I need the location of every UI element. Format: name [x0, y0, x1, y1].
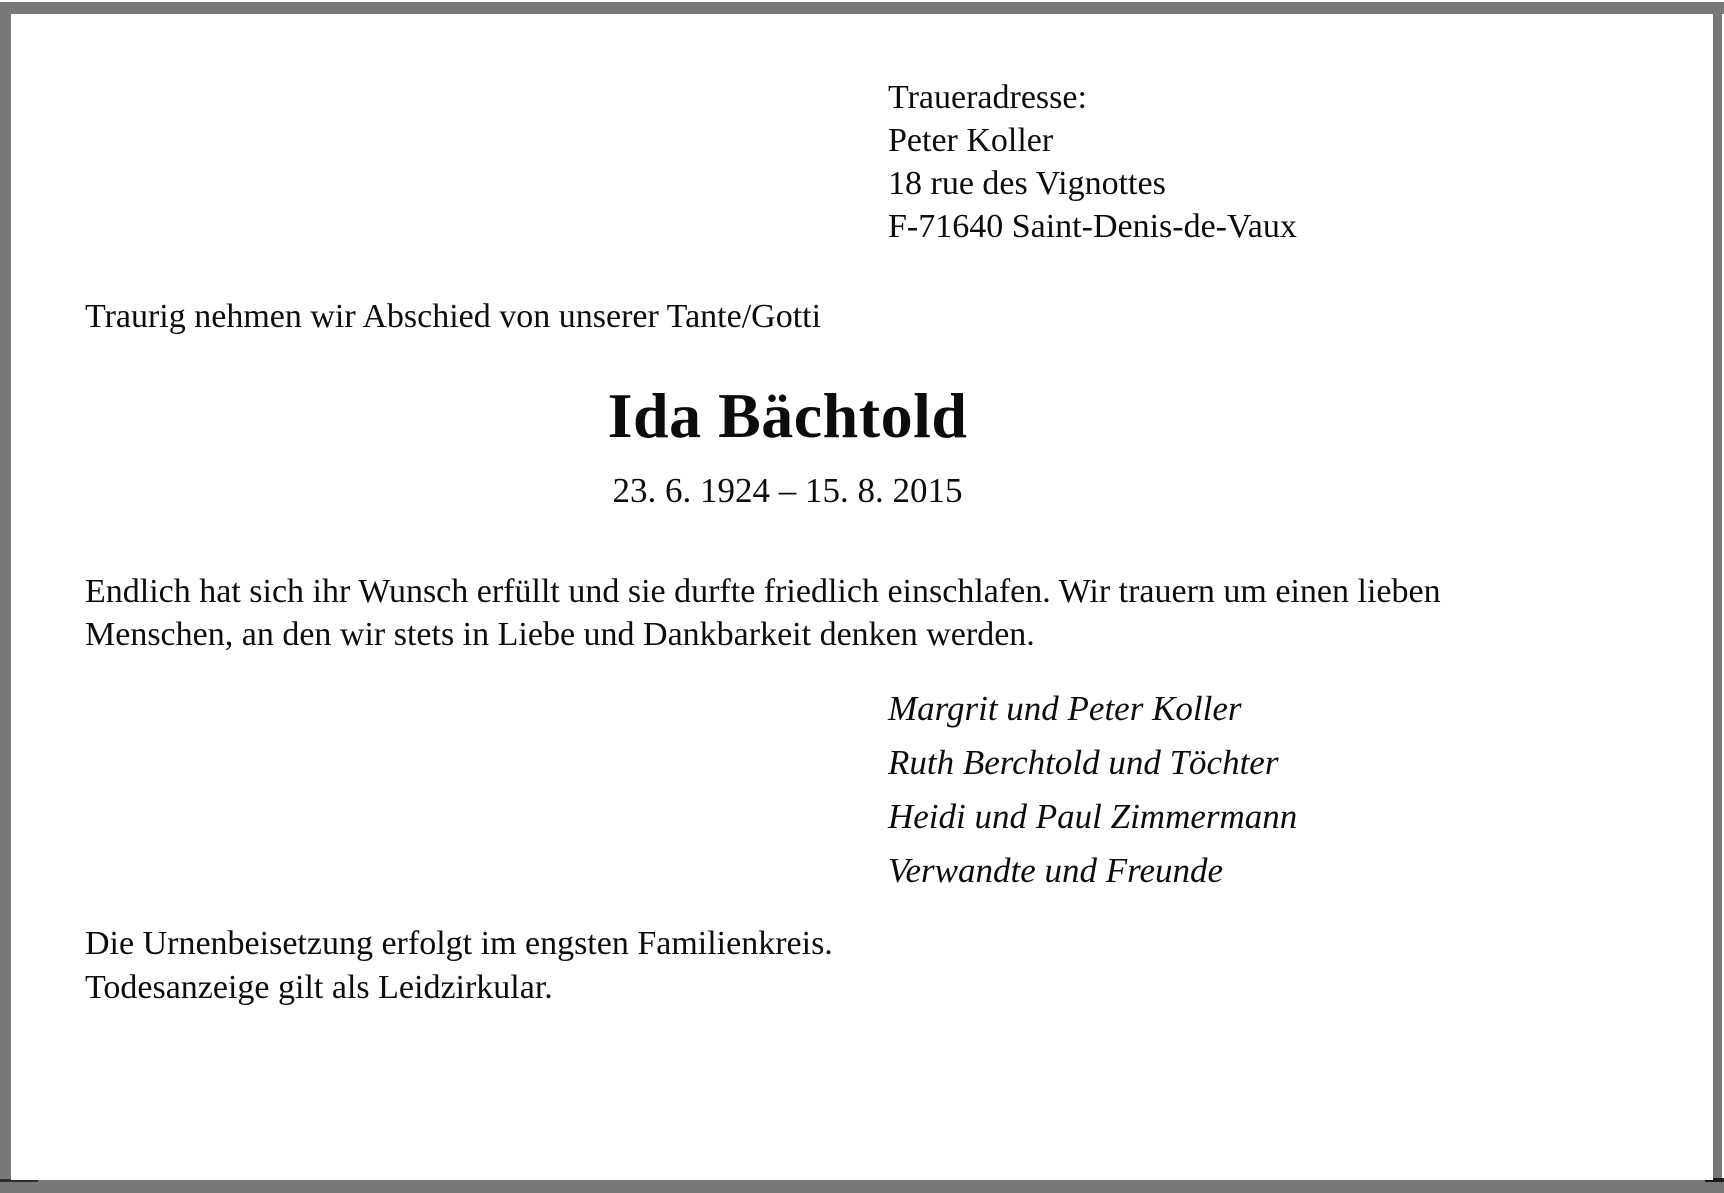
mourner-line: Ruth Berchtold und Töchter — [888, 743, 1279, 782]
mourner-line: Heidi und Paul Zimmermann — [888, 797, 1298, 836]
deceased-name: Ida Bächtold — [607, 380, 968, 451]
scan-frame-right — [1713, 13, 1722, 1181]
footer-line-burial: Die Urnenbeisetzung erfolgt im engsten Familienkreis. — [85, 925, 833, 962]
mourning-address-street: 18 rue des Vignottes — [888, 165, 1166, 202]
scan-frame-top — [0, 2, 1724, 14]
body-paragraph: Endlich hat sich ihr Wunsch erfüllt und sie durfte friedlich einschlafen. Wir trauern um einen lieben Menschen, an den wir stets in Liebe und Dankbarkeit denken werden. — [85, 573, 1441, 653]
mourning-address-block — [888, 76, 1297, 248]
intro-line: Traurig nehmen wir Abschied von unserer Tante/Gotti — [85, 298, 822, 335]
mourning-address-name: Peter Koller — [888, 122, 1054, 159]
scan-frame-left — [0, 13, 11, 1181]
life-dates: 23. 6. 1924 – 15. 8. 2015 — [612, 471, 963, 510]
mourning-address-label: Traueradresse: — [888, 79, 1087, 116]
scan-frame-bottom — [0, 1180, 1724, 1193]
mourner-line: Verwandte und Freunde — [888, 851, 1224, 890]
mourning-address-city: F-71640 Saint-Denis-de-Vaux — [888, 208, 1297, 245]
mourner-line: Margrit und Peter Koller — [888, 689, 1242, 728]
footer-block — [85, 922, 833, 1010]
mourners-block — [888, 682, 1297, 898]
footer-line-circular: Todesanzeige gilt als Leidzirkular. — [85, 969, 553, 1006]
